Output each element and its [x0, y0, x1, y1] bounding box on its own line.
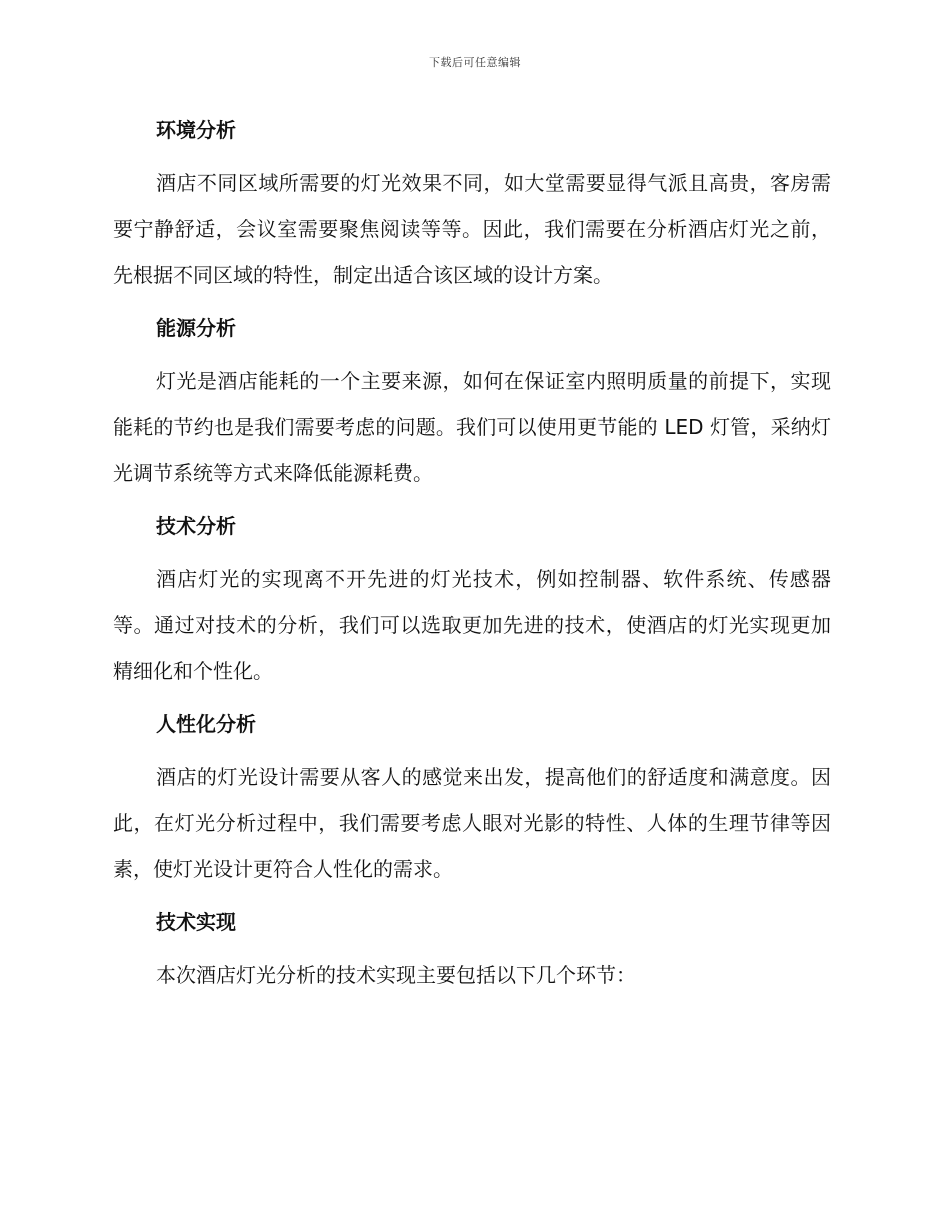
section-heading: 能源分析	[156, 316, 236, 340]
document-body	[113, 110, 831, 1008]
section-heading: 技术实现	[156, 910, 236, 934]
section-humanization	[113, 704, 831, 892]
section-implementation	[113, 902, 831, 998]
section-paragraph: 酒店不同区域所需要的灯光效果不同，如大堂需要显得气派且高贵，客房需要宁静舒适，会议室需要聚焦阅读等等。因此，我们需要在分析酒店灯光之前，先根据不同区域的特性，制定出适合该区域的设计方案。	[113, 171, 831, 287]
section-paragraph: 灯光是酒店能耗的一个主要来源，如何在保证室内照明质量的前提下，实现能耗的节约也是我们需要考虑的问题。我们可以使用更节能的 LED 灯管，采纳灯光调节系统等方式来降低能源耗费。	[113, 369, 831, 485]
section-energy	[113, 308, 831, 496]
section-heading: 技术分析	[156, 514, 236, 538]
section-paragraph: 酒店灯光的实现离不开先进的灯光技术，例如控制器、软件系统、传感器等。通过对技术的分析，我们可以选取更加先进的技术，使酒店的灯光实现更加精细化和个性化。	[113, 567, 831, 683]
section-paragraph: 本次酒店灯光分析的技术实现主要包括以下几个环节：	[156, 963, 636, 987]
section-heading: 环境分析	[156, 118, 236, 142]
section-technology	[113, 506, 831, 694]
section-paragraph: 酒店的灯光设计需要从客人的感觉来出发，提高他们的舒适度和满意度。因此，在灯光分析过程中，我们需要考虑人眼对光影的特性、人体的生理节律等因素，使灯光设计更符合人性化的需求。	[113, 765, 831, 881]
section-environment	[113, 110, 831, 298]
header-note: 下载后可任意编辑	[429, 56, 521, 69]
section-heading: 人性化分析	[156, 712, 256, 736]
